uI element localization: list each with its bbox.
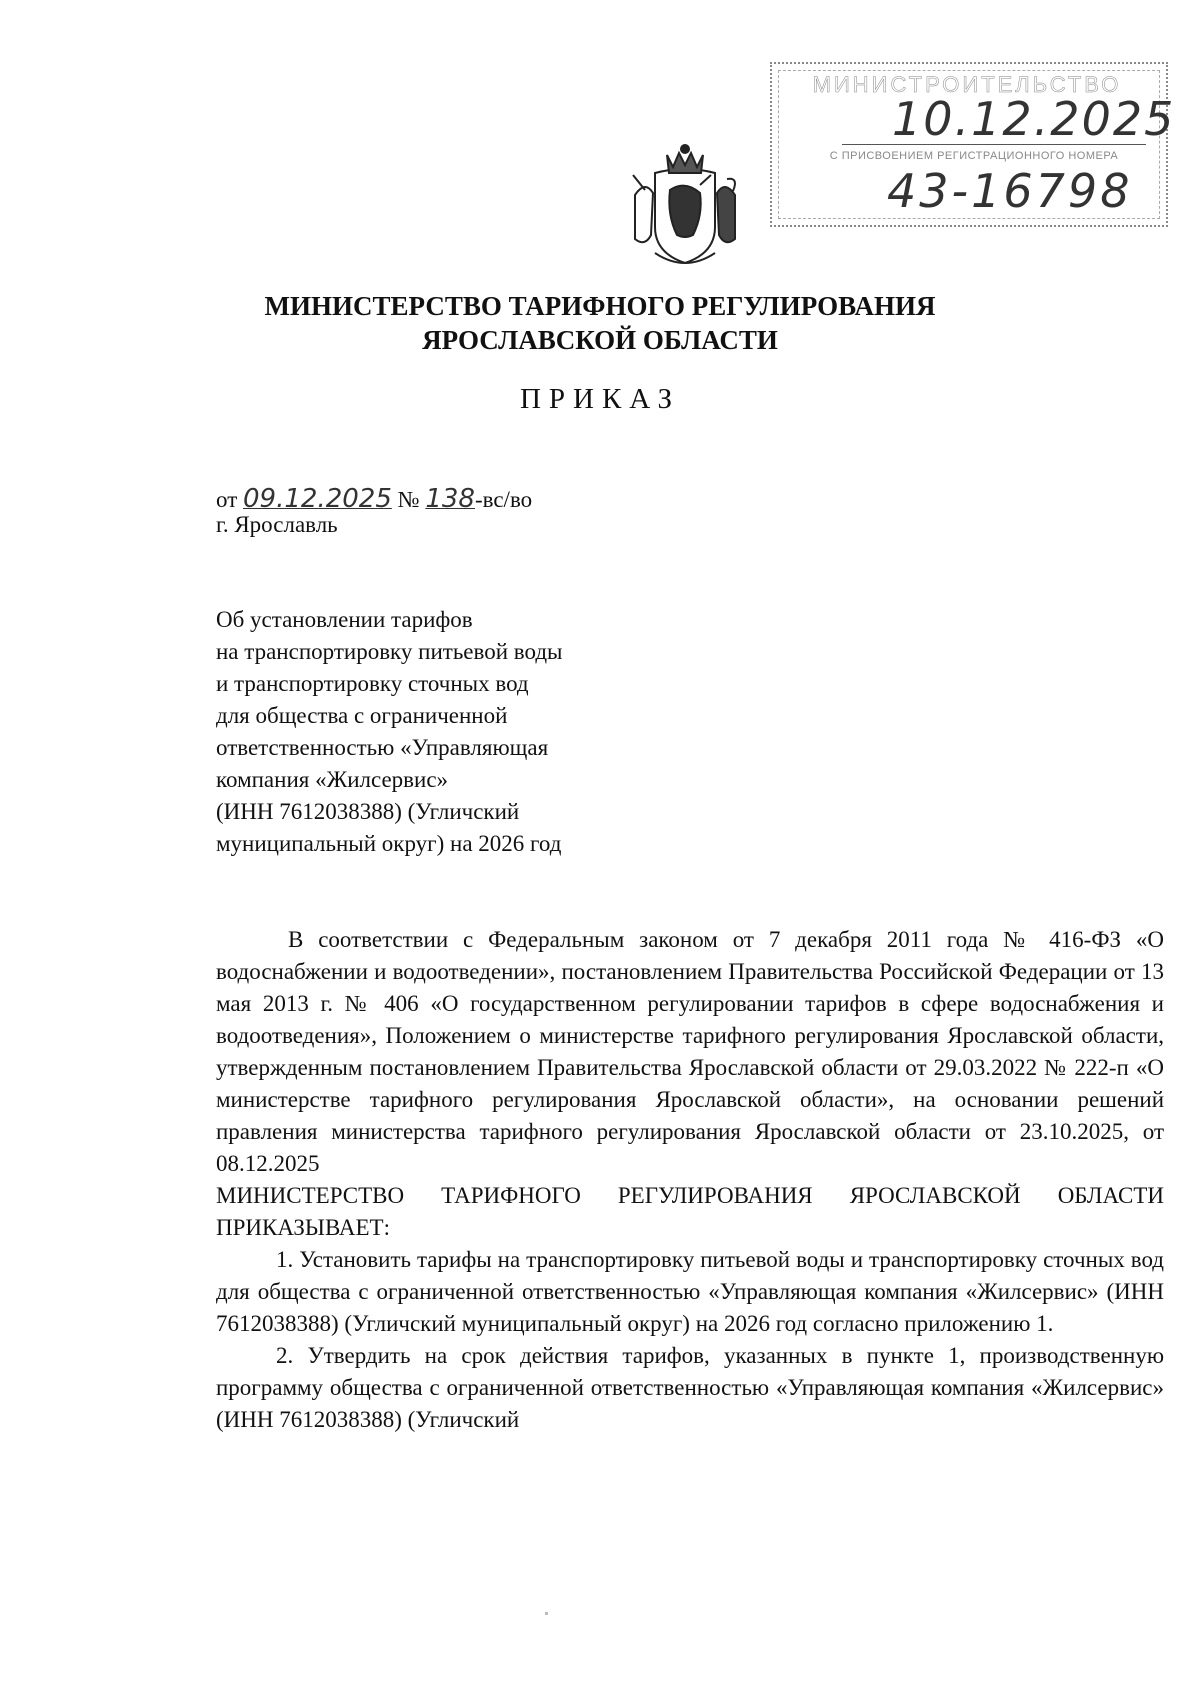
scan-speck [545, 1612, 548, 1615]
order-suffix: -вс/во [474, 487, 533, 512]
ministry-name-line1: МИНИСТЕРСТВО ТАРИФНОГО РЕГУЛИРОВАНИЯ [264, 291, 936, 321]
subject-line: муниципальный округ) на 2026 год [216, 831, 562, 856]
order-body [216, 924, 1164, 1436]
subject-line: ответственностью «Управляющая [216, 735, 549, 760]
coat-of-arms-icon [615, 135, 755, 275]
subject-line: Об установлении тарифов [216, 607, 473, 632]
item-1-paragraph: 1. Установить тарифы на транспортировку питьевой воды и транспортировку сточных вод для общества с ограниченной ответственностью «Управляющая компания «Жилсервис» (ИНН 7612038388) (Угличский муниципальный округ) на 2026 год согласно приложению 1. [216, 1247, 1164, 1336]
order-number: 138 [425, 484, 475, 514]
order-subject [216, 604, 562, 860]
preamble-paragraph: В соответствии с Федеральным законом от 7 декабря 2011 года № 416-ФЗ «О водоснабжении и водоотведении», постановлением Правительства Российской Федерации от 13 мая 2013 г. № 406 «О государственном регулировании тарифов в сфере водоснабжения и водоотведения», Положением о министерстве тарифного регулирования Ярославской области, утвержденным постановлением Правительства Ярославской области от 29.03.2022 № 222-п «О министерстве тарифного регулирования Ярославской области», на основании решений правления министерства тарифного регулирования Ярославской области от 23.10.2025, от 08.12.2025 [216, 927, 1164, 1176]
from-label: от [216, 487, 238, 512]
order-date-line [216, 484, 532, 514]
stamp-divider [842, 144, 1146, 145]
subject-line: для общества с ограниченной [216, 703, 508, 728]
number-label: № [397, 487, 420, 512]
document-type: ПРИКАЗ [519, 383, 681, 415]
registration-stamp [770, 62, 1176, 227]
subject-line: компания «Жилсервис» [216, 767, 449, 792]
item-2-paragraph: 2. Утвердить на срок действия тарифов, указанных в пункте 1, производственную программу общества с ограниченной ответственностью «Управляющая компания «Жилсервис» (ИНН 7612038388) (Угличский [216, 1343, 1164, 1432]
stamp-registration-number: 43-16798 [887, 164, 1133, 218]
city: г. Ярославль [216, 512, 338, 537]
stamp-date: 10.12.2025 [892, 92, 1176, 146]
order-date: 09.12.2025 [243, 484, 392, 514]
resolution-paragraph: МИНИСТЕРСТВО ТАРИФНОГО РЕГУЛИРОВАНИЯ ЯРОСЛАВСКОЙ ОБЛАСТИ ПРИКАЗЫВАЕТ: [216, 1183, 1164, 1240]
stamp-organization: МИНИСТРОИТЕЛЬСТВО [812, 72, 1122, 97]
subject-line: на транспортировку питьевой воды [216, 639, 563, 664]
subject-line: и транспортировку сточных вод [216, 671, 529, 696]
ministry-name-line2: ЯРОСЛАВСКОЙ ОБЛАСТИ [422, 325, 778, 355]
stamp-caption: С ПРИСВОЕНИЕМ РЕГИСТРАЦИОННОГО НОМЕРА [829, 150, 1119, 162]
subject-line: (ИНН 7612038388) (Угличский [216, 799, 520, 824]
